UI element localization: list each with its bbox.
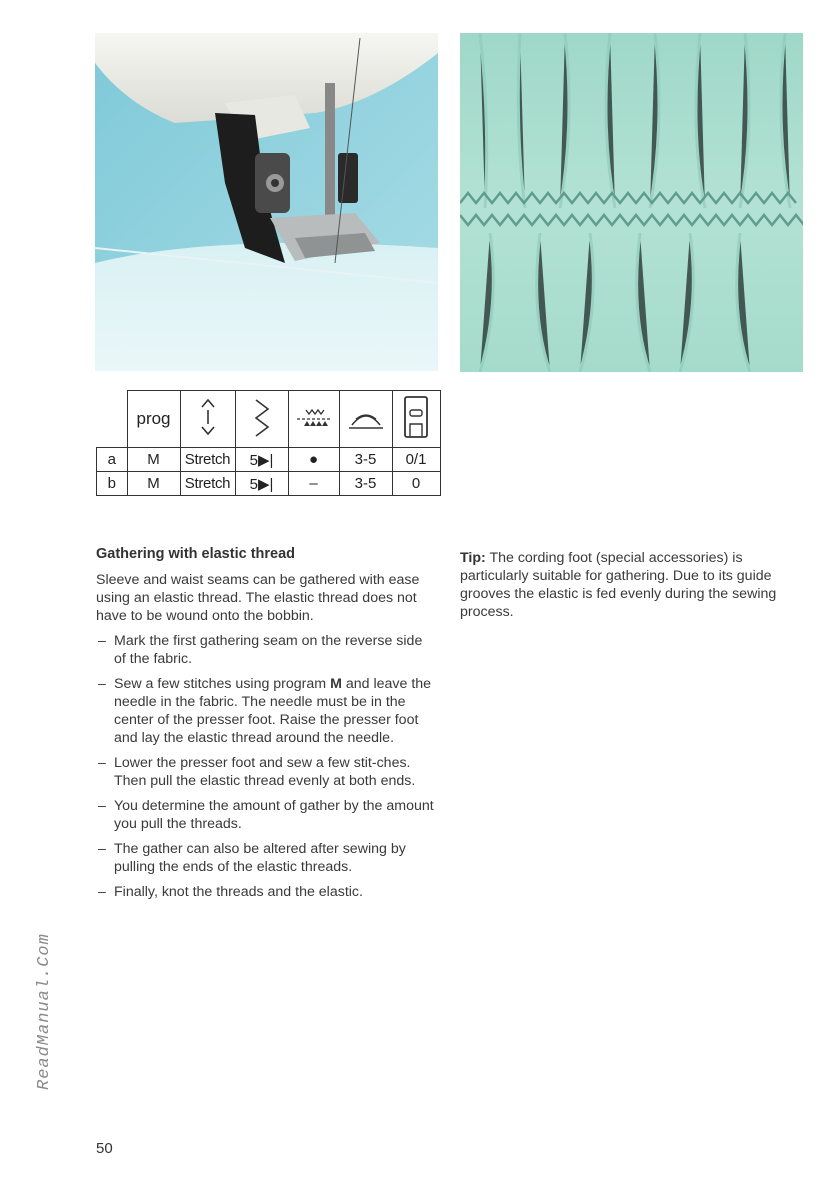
stitch-width-icon — [251, 396, 273, 438]
step-text: The gather can also be altered after sewing by pulling the ends of the elastic threads. — [114, 841, 406, 875]
step-text: Lower the presser foot and sew a few stit-ches. Then pull the elastic thread evenly at both ends. — [114, 755, 416, 789]
dash-bullet: – — [98, 798, 106, 814]
step-text: Mark the first gathering seam on the reverse side of the fabric. — [114, 633, 423, 667]
table-row — [97, 472, 441, 496]
dash-bullet: – — [98, 676, 106, 692]
page-number: 50 — [96, 1140, 113, 1157]
step-text-rest: and leave the needle in the fabric. The needle must be in the center of the presser foot. Raise the presser foot and lay the elastic thread around the needle. — [114, 676, 432, 746]
step-text: Sew a few stitches using program — [114, 676, 327, 692]
list-item — [96, 883, 436, 901]
header-feed-dog — [288, 391, 339, 448]
header-presser-foot — [392, 391, 440, 448]
feed-value: ● — [288, 448, 339, 472]
tension-icon — [346, 401, 386, 433]
list-item — [96, 840, 436, 876]
intro-paragraph: Sleeve and waist seams can be gathered with ease using an elastic thread. The elastic thread does not have to be wound onto the bobbin. — [96, 572, 420, 624]
feed-dog-icon — [294, 402, 334, 432]
header-tension — [339, 391, 392, 448]
list-item — [96, 675, 436, 747]
step-text: You determine the amount of gather by the amount you pull the threads. — [114, 798, 434, 832]
list-item — [96, 754, 436, 790]
table-row — [97, 448, 441, 472]
step-text: Finally, knot the threads and the elastic. — [114, 884, 363, 900]
sewing-machine-photo — [95, 33, 438, 371]
feed-value: – — [288, 472, 339, 496]
prog-label: prog — [136, 409, 171, 428]
needle-value: Stretch — [180, 448, 235, 472]
settings-table — [96, 390, 441, 496]
dash-bullet: – — [98, 884, 106, 900]
table-header-row — [97, 391, 441, 448]
prog-value: M — [127, 448, 180, 472]
section-heading: Gathering with elastic thread — [96, 546, 296, 562]
needle-value: Stretch — [180, 472, 235, 496]
tip-box — [460, 549, 802, 621]
presser-foot-icon — [401, 394, 431, 440]
header-stitch-width — [235, 391, 288, 448]
tension-value: 3-5 — [339, 472, 392, 496]
dash-bullet: – — [98, 755, 106, 771]
width-value: 5▶| — [235, 472, 288, 496]
width-value: 5▶| — [235, 448, 288, 472]
row-label: a — [97, 448, 128, 472]
tension-value: 3-5 — [339, 448, 392, 472]
gathered-fabric-photo — [460, 33, 803, 372]
foot-value: 0 — [392, 472, 440, 496]
list-item — [96, 632, 436, 668]
instructions-column — [96, 545, 436, 908]
program-bold: M — [330, 676, 342, 692]
prog-value: M — [127, 472, 180, 496]
needle-position-icon — [197, 396, 219, 438]
header-blank-cell — [97, 391, 128, 448]
header-needle-position — [180, 391, 235, 448]
tip-label: Tip: — [460, 550, 486, 566]
watermark-text: ReadManual.Com — [35, 933, 54, 1090]
header-prog — [127, 391, 180, 448]
tip-text: The cording foot (special accessories) is particularly suitable for gathering. Due to its guide grooves the elastic is fed evenly during the sewing process. — [460, 550, 777, 620]
dash-bullet: – — [98, 841, 106, 857]
foot-value: 0/1 — [392, 448, 440, 472]
list-item — [96, 797, 436, 833]
dash-bullet: – — [98, 633, 106, 649]
row-label: b — [97, 472, 128, 496]
steps-list — [96, 632, 436, 901]
